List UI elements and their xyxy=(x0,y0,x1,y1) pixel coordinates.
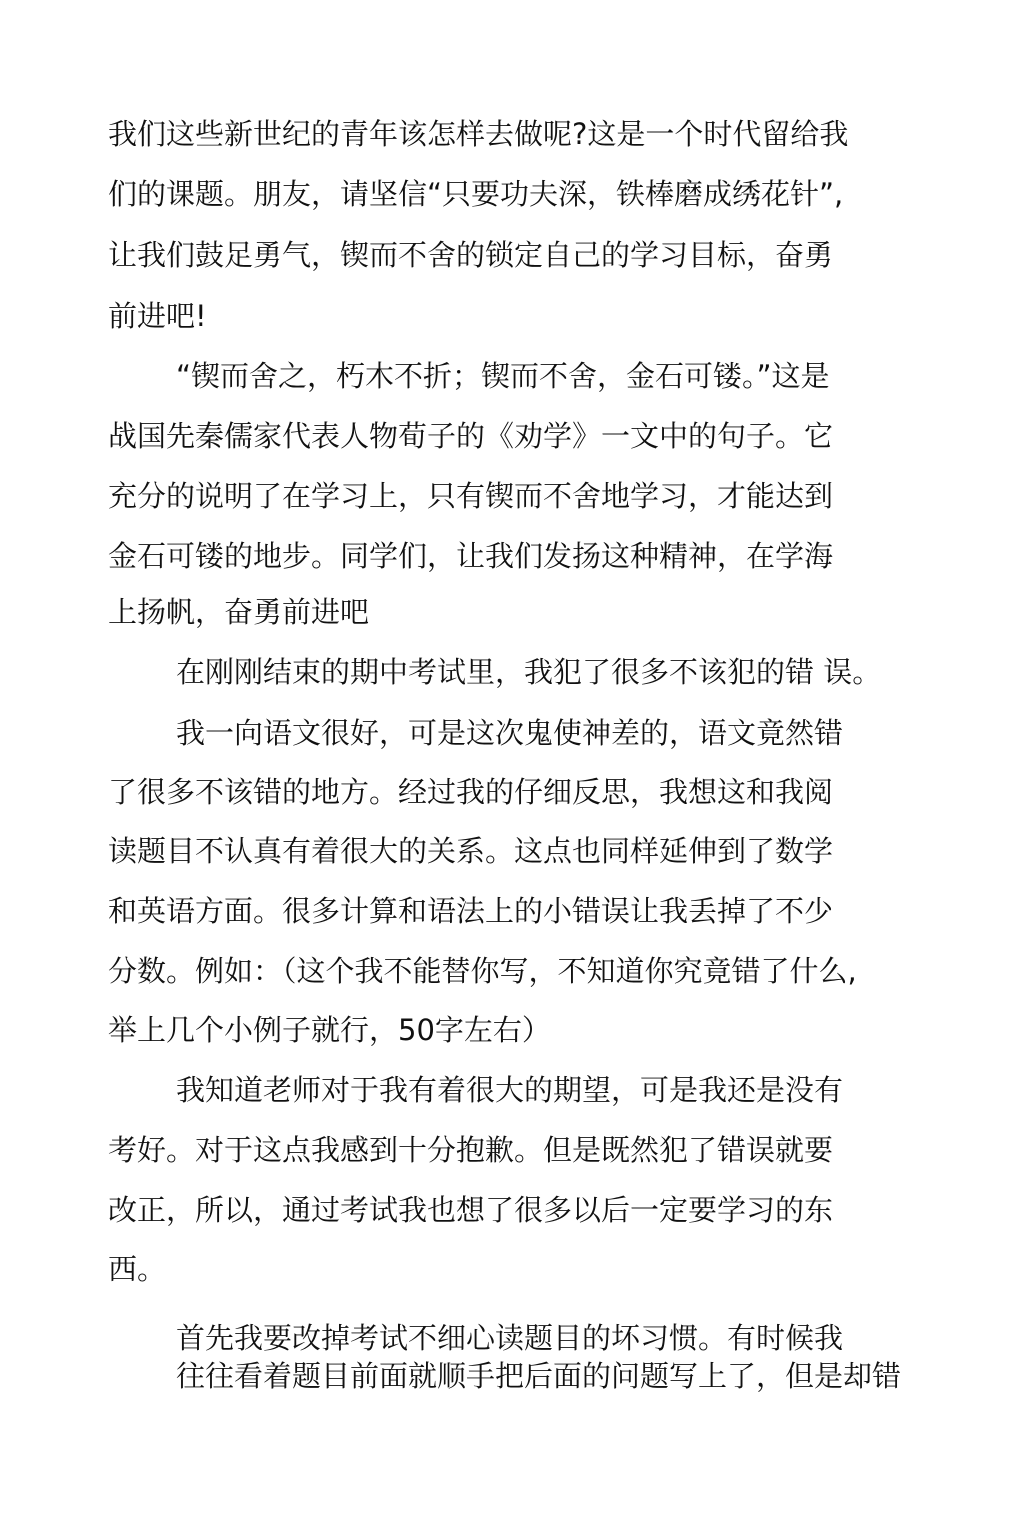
text-line-22: 往往看着题目前面就顺手把后面的问题写上了，但是却错 xyxy=(176,1359,902,1393)
text-line-13: 读题目不认真有着很大的关系。这点也同样延伸到了数学 xyxy=(108,834,834,868)
text-line-3: 让我们鼓足勇气，锲而不舍的锁定自己的学习目标，奋勇 xyxy=(108,238,834,272)
text-line-12: 了很多不该错的地方。经过我的仔细反思，我想这和我阅 xyxy=(108,775,834,809)
text-line-19: 改正，所以，通过考试我也想了很多以后一定要学习的东 xyxy=(108,1193,834,1227)
text-line-18: 考好。对于这点我感到十分抱歉。但是既然犯了错误就要 xyxy=(108,1133,834,1167)
text-line-5: “锲而舍之，朽木不折；锲而不舍，金石可镂。”这是 xyxy=(176,359,830,393)
text-line-17: 我知道老师对于我有着很大的期望，可是我还是没有 xyxy=(176,1073,844,1107)
text-line-6: 战国先秦儒家代表人物荀子的《劝学》一文中的句子。它 xyxy=(108,419,834,453)
text-line-7: 充分的说明了在学习上，只有锲而不舍地学习，才能达到 xyxy=(108,479,834,513)
text-line-14: 和英语方面。很多计算和语法上的小错误让我丢掉了不少 xyxy=(108,894,834,928)
text-line-4: 前进吧! xyxy=(108,299,207,333)
text-line-10: 在刚刚结束的期中考试里，我犯了很多不该犯的错 误。 xyxy=(176,655,882,689)
text-line-1: 我们这些新世纪的青年该怎样去做呢?这是一个时代留给我 xyxy=(108,117,849,151)
text-line-21: 首先我要改掉考试不细心读题目的坏习惯。有时候我 xyxy=(176,1321,844,1355)
text-line-2: 们的课题。朋友，请坚信“只要功夫深，铁棒磨成绣花针”, xyxy=(108,177,844,211)
text-line-11: 我一向语文很好，可是这次鬼使神差的，语文竟然错 xyxy=(176,716,844,750)
text-line-9: 上扬帆，奋勇前进吧 xyxy=(108,595,370,629)
text-line-16: 举上几个小例子就行，50字左右） xyxy=(108,1013,551,1047)
text-line-8: 金石可镂的地步。同学们，让我们发扬这种精神，在学海 xyxy=(108,539,834,573)
text-line-20: 西。 xyxy=(108,1252,167,1286)
text-line-15: 分数。例如：（这个我不能替你写，不知道你究竟错了什么, xyxy=(108,954,857,988)
